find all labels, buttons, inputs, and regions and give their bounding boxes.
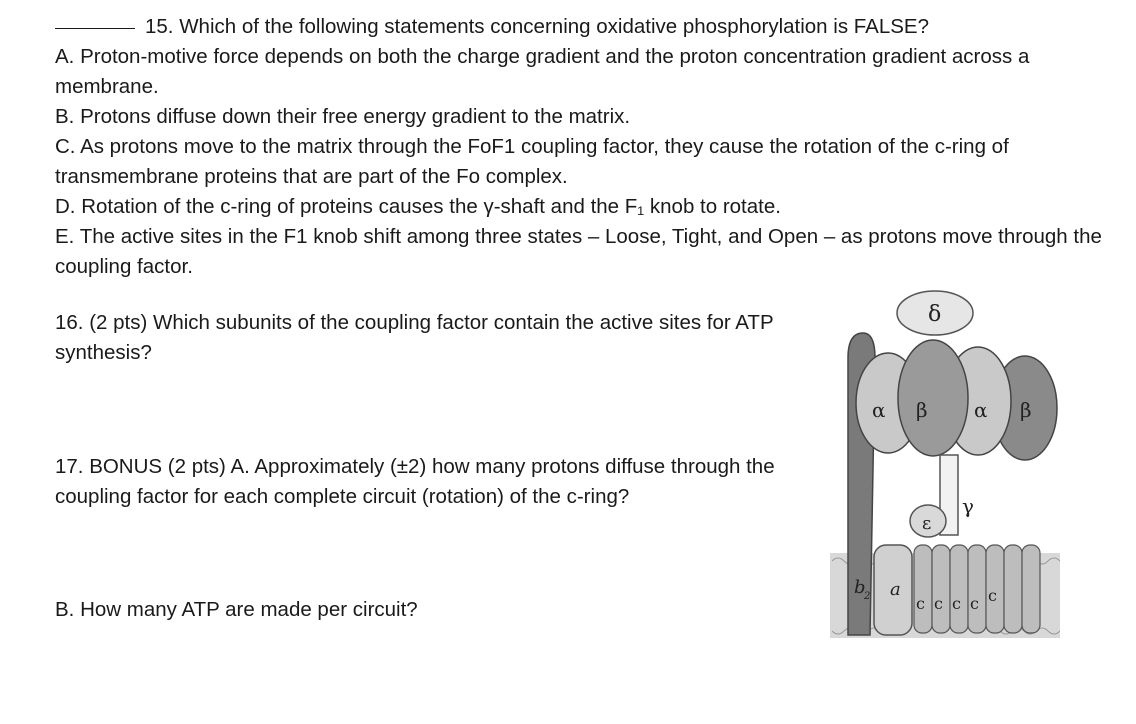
question-17a: 17. BONUS (2 pts) A. Approximately (±2) how many protons diffuse through the coupling factor for each complete circuit (rotation) of the c-ring? [55,455,775,508]
question-17b: B. How many ATP are made per circuit? [55,598,418,621]
option-d: D. Rotation of the c-ring of proteins causes the γ-shaft and the F₁ knob to rotate. [55,195,781,218]
alpha-label-1: α [872,398,886,422]
beta-label-1: β [916,398,928,422]
a-label: a [890,579,901,600]
option-a: A. Proton-motive force depends on both the charge gradient and the proton concentration gradient across a membrane. [55,45,1030,98]
answer-blank[interactable] [55,28,135,29]
c-label-4: c [970,594,979,613]
c-label-5: c [988,586,997,605]
gamma-label: γ [962,494,974,518]
c-ring [914,545,1040,633]
epsilon-label: ε [922,513,932,534]
question-16: 16. (2 pts) Which subunits of the coupling factor contain the active sites for ATP synthesis? [55,311,774,364]
c-label-2: c [934,594,943,613]
b-label: b [854,577,866,598]
beta-subunit-front [898,340,968,456]
option-e: E. The active sites in the F1 knob shift among three states – Loose, Tight, and Open – as protons move through the coupling factor. [55,225,1102,278]
beta-label-2: β [1020,398,1032,422]
atp-synthase-figure [830,283,1060,663]
question-15-stem [55,12,1115,42]
option-b: B. Protons diffuse down their free energy gradient to the matrix. [55,105,631,128]
question-15 [55,12,1115,282]
question-15-text: 15. Which of the following statements concerning oxidative phosphorylation is FALSE? [145,15,929,38]
delta-label: δ [928,302,942,327]
alpha-label-2: α [974,398,988,422]
c-label-1: c [916,594,925,613]
option-c: C. As protons move to the matrix through the FoF1 coupling factor, they cause the rotation of the c-ring of transmembrane proteins that are part of the Fo complex. [55,135,1009,188]
atp-synthase-diagram [830,283,1060,663]
b-subscript-label: 2 [864,591,871,602]
c-label-3: c [952,594,961,613]
